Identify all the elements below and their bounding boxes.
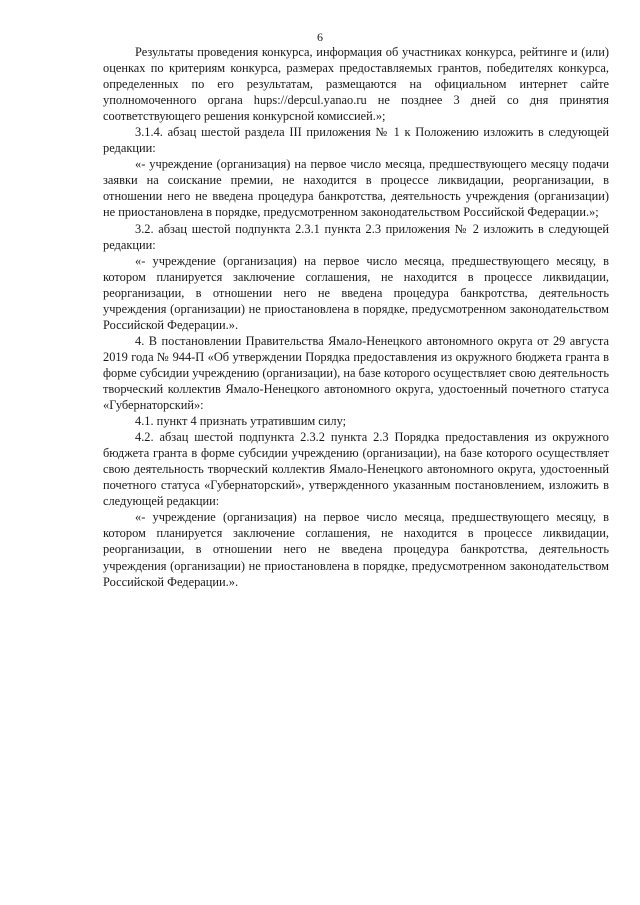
paragraph-4: 4. В постановлении Правительства Ямало-Ненецкого автономного округа от 29 августа 2019 года № 944-П «Об утверждении Порядка предоставления из окружного бюджета гранта в форме субсидии учреждению (организации), на базе которого осуществляет свою деятельность творческий коллектив Ямало-Ненецкого автономного округа, удостоенный почетного статуса «Губернаторский»: xyxy=(103,333,609,413)
paragraph-4-2: 4.2. абзац шестой подпункта 2.3.2 пункта 2.3 Порядка предоставления из окружного бюджета гранта в форме субсидии учреждению (организации), на базе которого осуществляет свою деятельность творческий коллектив Ямало-Ненецкого автономного округа, удостоенный почетного статуса «Губернаторский», утвержденного указанным постановлением, изложить в следующей редакции: xyxy=(103,430,609,509)
paragraph-4-1: 4.1. пункт 4 признать утратившим силу; xyxy=(135,414,347,429)
paragraph-3-1-4-quote: «- учреждение (организация) на первое число месяца, предшествующего месяцу подачи заявки на соискание премии, не находится в процессе ликвидации, реорганизации, в отношении него не введена процедура банкротства, деятельность учреждения (организации) не приостановлена в порядке, предусмотренном законодательством Российской Федерации.»; xyxy=(103,157,609,220)
paragraph-3-1-4: 3.1.4. абзац шестой раздела III приложения № 1 к Положению изложить в следующей редакции: xyxy=(103,125,609,156)
paragraph-4-2-quote: «- учреждение (организация) на первое число месяца, предшествующего месяцу, в котором планируется заключение соглашения, не находится в процессе ликвидации, реорганизации, в отношении него не введена процедура банкротства, деятельность учреждения (организации) не приостановлена в порядке, предусмотренном законодательством Российской Федерации.». xyxy=(103,510,609,589)
document-body xyxy=(103,44,609,590)
paragraph-3-2-quote: «- учреждение (организация) на первое число месяца, предшествующего месяцу, в котором планируется заключение соглашения, не находится в процессе ликвидации, реорганизации, в отношении него не введена процедура банкротства, деятельность учреждения (организации) не приостановлена в порядке, предусмотренном законодательством Российской Федерации.». xyxy=(103,253,609,332)
paragraph-3-2: 3.2. абзац шестой подпункта 2.3.1 пункта 2.3 приложения № 2 изложить в следующей редакции: xyxy=(103,221,609,252)
page-number: 6 xyxy=(317,30,323,44)
paragraph-results-publication: Результаты проведения конкурса, информация об участниках конкурса, рейтинге и (или) оценках по критериям конкурса, размерах предоставляемых грантов, победителях конкурса, определенных по его результатам, размещаются на официальном интернет сайте уполномоченного органа hups://depcul.yanao.ru не позднее 3 дней со дня принятия соответствующего решения конкурсной комиссией.»; xyxy=(103,45,609,124)
